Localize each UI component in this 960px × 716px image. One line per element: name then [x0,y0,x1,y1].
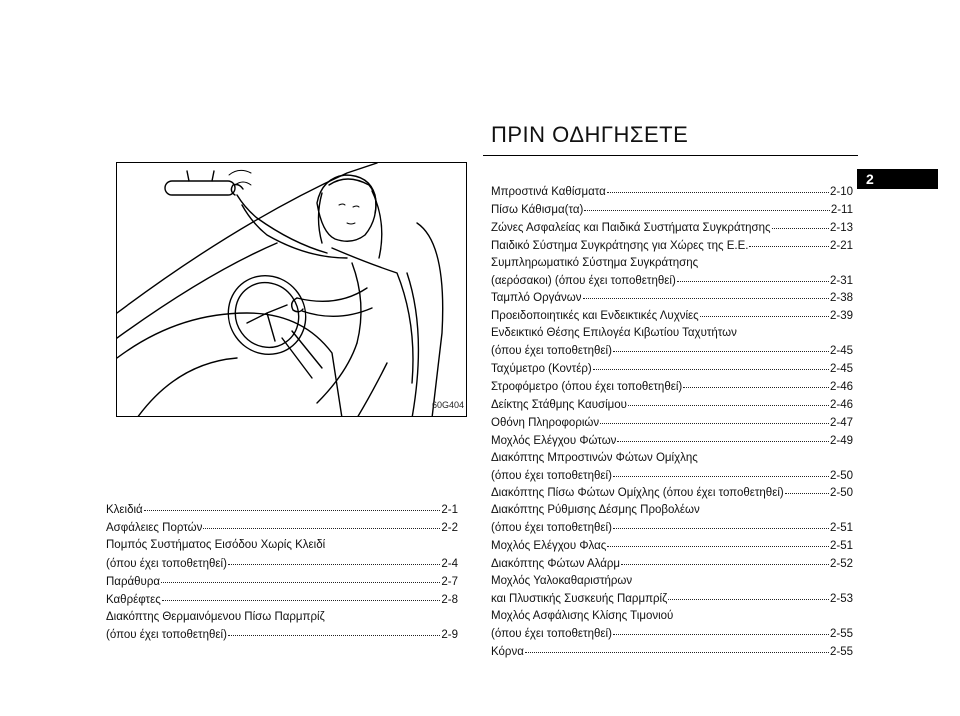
toc-leader-dots [583,287,829,299]
toc-entry-label: Ασφάλειες Πορτών [106,522,203,535]
toc-entry-label: (όπου έχει τοποθετηθεί) [491,345,612,358]
toc-entry-label: Διακόπτης Φώτων Αλάρμ [491,558,621,571]
page-title: ΠΡΙΝ ΟΔΗΓΗΣΕΤΕ [491,122,689,147]
toc-entry-page: 2-47 [829,416,853,429]
toc-entry-page: 2-7 [441,575,458,588]
toc-entry-page: 2-2 [441,522,458,535]
toc-leader-dots [607,535,829,547]
toc-entry[interactable] [491,237,853,255]
toc-entry[interactable] [491,590,853,608]
toc-entry-page: 2-38 [829,292,853,305]
toc-entry-label: Μοχλός Υαλοκαθαριστήρων [491,574,633,587]
toc-leader-dots [683,376,829,388]
toc-entry-page: 2-46 [829,380,853,393]
toc-entry-label: Ταχύμετρο (Κοντέρ) [491,363,592,376]
toc-entry[interactable] [491,307,853,325]
toc-entry-page: 2-9 [441,629,458,642]
toc-left-list [106,501,458,645]
toc-entry-page: 2-8 [441,594,458,607]
toc-entry-page: 2-39 [829,310,853,323]
toc-leader-dots [584,199,830,211]
toc-entry-label: Προειδοποιητικές και Ενδεικτικές Λυχνίες [491,310,699,323]
toc-leader-dots [600,412,829,424]
toc-entry-label: Κλειδιά [106,504,143,516]
toc-entry-page: 2-49 [829,434,853,447]
toc-entry-label: και Πλυστικής Συσκευής Παρμπρίζ [491,592,668,605]
toc-entry-page: 2-10 [829,186,853,198]
chapter-tab: 2 [857,169,938,189]
toc-entry-label: (όπου έχει τοποθετηθεί) [491,469,612,482]
toc-entry-label: (αερόσακοι) (όπου έχει τοποθετηθεί) [491,274,676,287]
toc-entry-page: 2-52 [829,558,853,571]
toc-leader-dots [700,305,829,317]
toc-leader-dots [607,181,829,193]
toc-entry-label: Παράθυρα [106,575,161,588]
toc-entry-page: 2-45 [829,345,853,358]
toc-entry[interactable] [491,643,853,661]
toc-entry-label: Παιδικό Σύστημα Συγκράτησης για Χώρες της Ε.Ε. [491,239,749,252]
toc-entry-page: 2-50 [829,469,853,482]
toc-entry-page: 2-55 [829,645,853,658]
toc-entry-label: Ζώνες Ασφαλείας και Παιδικά Συστήματα Συγκράτησης [491,221,771,234]
illustration-code: 60G404 [432,400,465,410]
toc-entry-page: 2-46 [829,398,853,411]
toc-leader-dots [677,270,829,282]
toc-entry-label: Διακόπτης Μπροστινών Φώτων Ομίχλης [491,451,698,464]
toc-entry-label: Μοχλός Ελέγχου Φλας [491,540,607,553]
toc-leader-dots [162,589,441,601]
toc-entry-label: Μπροστινά Καθίσματα [491,186,606,198]
toc-entry[interactable] [491,555,853,573]
toc-leader-dots [228,553,440,565]
toc-entry-page: 2-21 [829,239,853,252]
toc-entry-label: Οθόνη Πληροφοριών [491,416,600,429]
toc-leader-dots [144,499,441,511]
toc-entry-page: 2-4 [441,557,458,570]
toc-leader-dots [617,430,829,442]
toc-entry-label: Μοχλός Ελέγχου Φώτων [491,434,617,447]
title-rule [483,155,858,156]
toc-entry-label: Διακόπτης Πίσω Φώτων Ομίχλης (όπου έχει τοποθετηθεί) [491,487,784,500]
toc-leader-dots [621,553,829,565]
toc-leader-dots [228,624,440,636]
toc-leader-dots [161,571,440,583]
toc-entry-label: Ταμπλό Οργάνων [491,292,582,305]
toc-leader-dots [613,465,829,477]
toc-leader-dots [525,641,829,653]
toc-entry-label: Κόρνα [491,645,524,658]
toc-entry-page: 2-55 [829,627,853,640]
toc-entry-page: 2-45 [829,363,853,376]
toc-entry-label: (όπου έχει τοποθετηθεί) [106,629,227,642]
toc-entry-page: 2-51 [829,522,853,535]
toc-entry[interactable] [106,519,458,537]
toc-entry-label: Διακόπτης Ρύθμισης Δέσμης Προβολέων [491,504,700,517]
driver-illustration [116,162,467,417]
toc-entry-label: Διακόπτης Θερμαινόμενου Πίσω Παρμπρίζ [106,611,325,624]
toc-entry[interactable] [106,626,458,644]
toc-leader-dots [785,482,829,494]
toc-leader-dots [628,394,829,406]
toc-entry[interactable] [491,432,853,450]
toc-entry[interactable] [491,484,853,502]
toc-entry-page: 2-13 [829,221,853,234]
toc-leader-dots [613,623,829,635]
toc-entry-label: (όπου έχει τοποθετηθεί) [491,627,612,640]
toc-entry-page: 2-1 [441,504,458,516]
toc-entry-page: 2-11 [830,203,853,216]
toc-entry-label: Πίσω Κάθισμα(τα) [491,203,584,216]
toc-leader-dots [772,217,829,229]
toc-right-list [491,183,853,660]
toc-leader-dots [593,358,829,370]
toc-entry-label: (όπου έχει τοποθετηθεί) [106,557,227,570]
toc-leader-dots [749,235,829,247]
toc-entry-label: Συμπληρωματικό Σύστημα Συγκράτησης [491,256,699,269]
toc-entry[interactable] [106,591,458,609]
toc-entry-label: Δείκτης Στάθμης Καυσίμου [491,398,627,411]
toc-leader-dots [613,517,829,529]
toc-leader-dots [203,517,440,529]
toc-entry-label: Πομπός Συστήματος Εισόδου Χωρίς Κλειδί [106,539,326,552]
toc-leader-dots [613,340,829,352]
toc-entry-label: Στροφόμετρο (όπου έχει τοποθετηθεί) [491,380,683,393]
toc-entry-label: Ενδεικτικό Θέσης Επιλογέα Κιβωτίου Ταχυτήτων [491,327,737,340]
toc-entry-label: Καθρέφτες [106,594,161,607]
toc-entry-page: 2-50 [829,487,853,500]
toc-entry-page: 2-53 [829,592,853,605]
toc-entry-label: Μοχλός Ασφάλισης Κλίσης Τιμονιού [491,609,674,622]
toc-entry-page: 2-31 [829,274,853,287]
toc-entry-page: 2-51 [829,540,853,553]
toc-entry-label: (όπου έχει τοποθετηθεί) [491,522,612,535]
toc-leader-dots [668,588,829,600]
